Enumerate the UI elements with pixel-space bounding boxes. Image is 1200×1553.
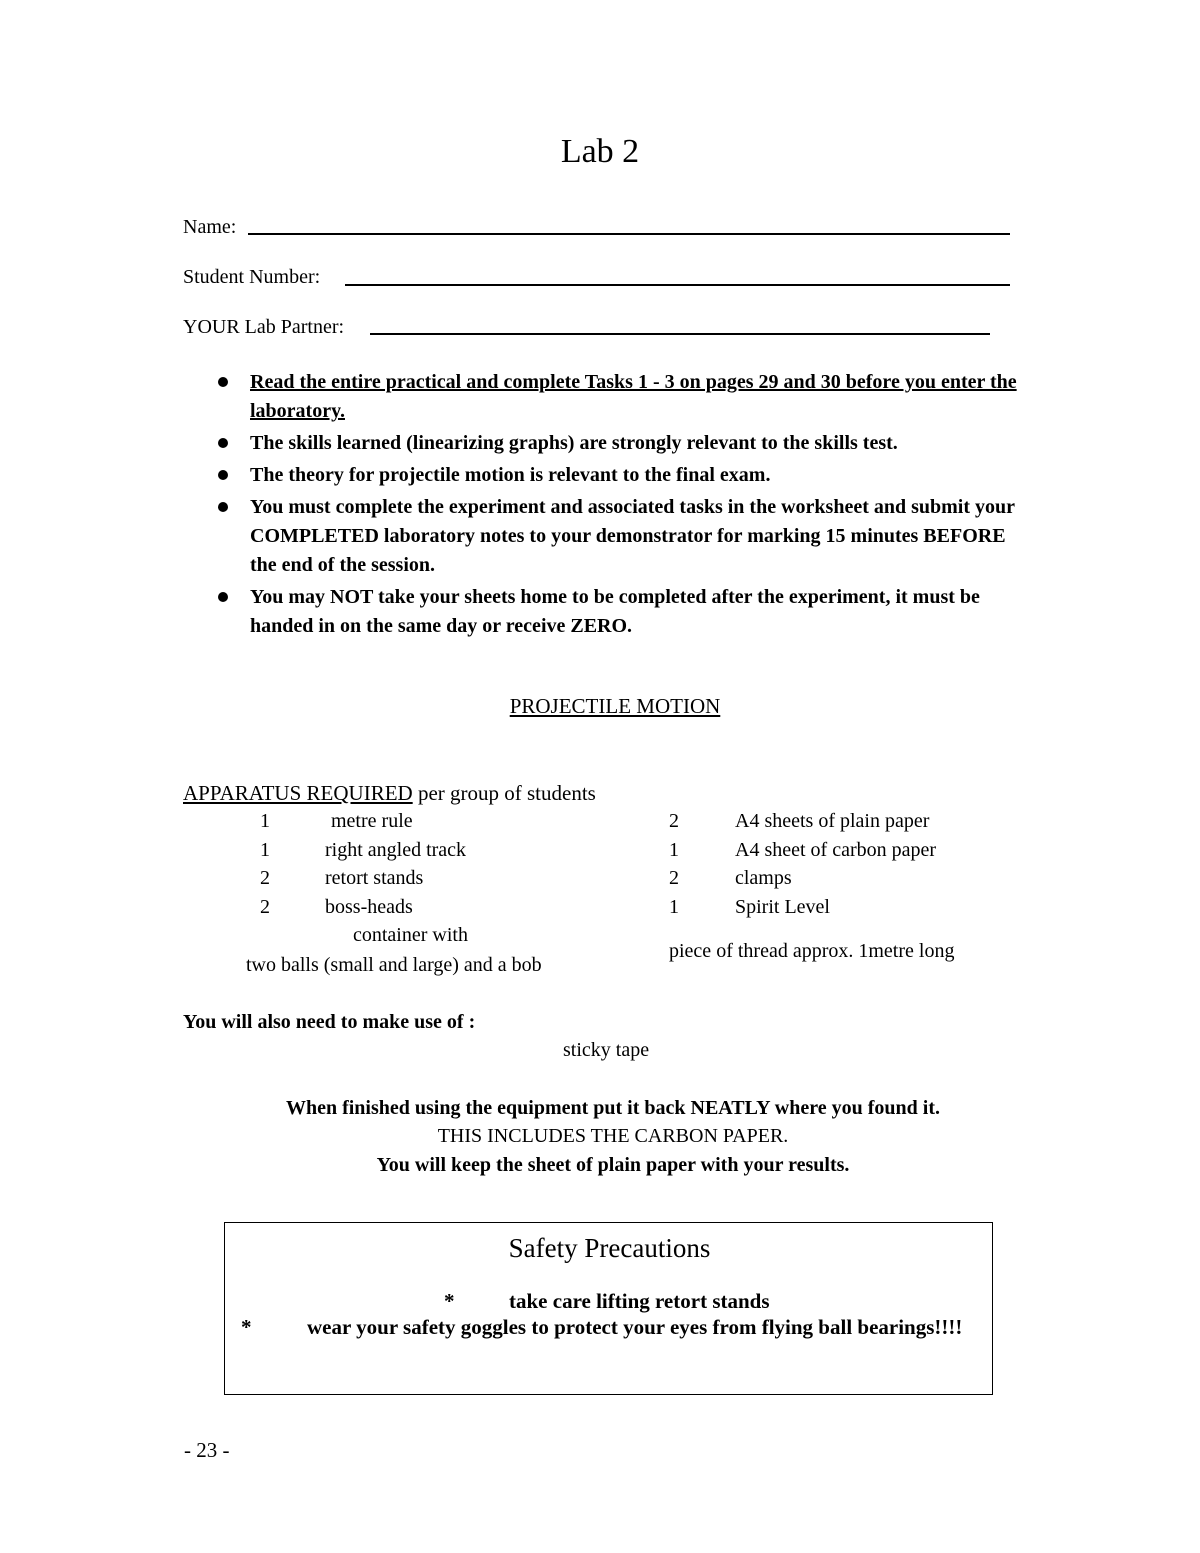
bullet-icon — [218, 377, 228, 387]
bullet-icon — [218, 502, 228, 512]
section-heading: PROJECTILE MOTION — [509, 694, 721, 718]
apparatus-qty: 2 — [260, 867, 270, 889]
bullet-icon — [218, 592, 228, 602]
apparatus-row — [0, 867, 1100, 893]
list-item — [210, 461, 1020, 490]
apparatus-item: A4 sheets of plain paper — [735, 810, 930, 832]
apparatus-item: clamps — [735, 867, 792, 889]
apparatus-row — [0, 839, 1100, 865]
list-item — [210, 493, 1020, 580]
apparatus-extra: piece of thread approx. 1metre long — [669, 940, 955, 962]
list-item — [210, 429, 1020, 458]
apparatus-qty: 1 — [260, 810, 270, 832]
apparatus-qty: 2 — [669, 810, 679, 832]
lab-partner-label: YOUR Lab Partner: — [183, 316, 345, 338]
apparatus-item: retort stands — [325, 867, 424, 889]
list-item — [210, 583, 1020, 641]
apparatus-qty: 1 — [669, 839, 679, 861]
bullet-text: You must complete the experiment and associated tasks in the worksheet and submit your COMPLETED laboratory notes to your demonstrator for marking 15 minutes BEFORE the end of the session. — [250, 496, 1015, 576]
apparatus-item: boss-heads — [325, 896, 413, 918]
also-need-label: You will also need to make use of : — [183, 1011, 476, 1033]
bullet-text: Read the entire practical and complete Tasks 1 - 3 on pages 29 and 30 before you enter the laboratory. — [250, 371, 1017, 422]
page-number: - 23 - — [184, 1438, 230, 1462]
apparatus-row — [0, 896, 1100, 922]
apparatus-item: Spirit Level — [735, 896, 830, 918]
bullet-icon — [218, 470, 228, 480]
safety-item: take care lifting retort stands — [509, 1289, 770, 1313]
bullet-text: The skills learned (linearizing graphs) are strongly relevant to the skills test. — [250, 432, 898, 454]
finish-note: When finished using the equipment put it back NEATLY where you found it. — [285, 1097, 941, 1119]
apparatus-qty: 1 — [260, 839, 270, 861]
apparatus-item: A4 sheet of carbon paper — [735, 839, 937, 861]
name-label: Name: — [183, 216, 237, 238]
apparatus-row — [0, 810, 1100, 836]
apparatus-qty: 2 — [669, 867, 679, 889]
apparatus-item: right angled track — [325, 839, 467, 861]
apparatus-qty: 1 — [669, 896, 679, 918]
apparatus-item: metre rule — [331, 810, 413, 832]
lab-partner-field-line[interactable] — [370, 333, 990, 335]
name-field-line[interactable] — [248, 233, 1010, 235]
safety-marker: * — [444, 1289, 455, 1313]
bullet-icon — [218, 438, 228, 448]
apparatus-heading-label: APPARATUS REQUIRED — [183, 781, 413, 805]
finish-note: You will keep the sheet of plain paper with your results. — [376, 1154, 850, 1176]
list-item — [210, 368, 1020, 426]
safety-marker: * — [241, 1315, 252, 1339]
safety-item: wear your safety goggles to protect your eyes from flying ball bearings!!!! — [307, 1315, 963, 1339]
student-number-field-line[interactable] — [345, 284, 1010, 286]
apparatus-qty: 2 — [260, 896, 270, 918]
also-need-item: sticky tape — [563, 1039, 650, 1061]
instructions-list — [210, 368, 1020, 644]
apparatus-extra: container with — [353, 924, 468, 946]
apparatus-heading-suffix: per group of students — [412, 781, 596, 805]
student-number-label: Student Number: — [183, 266, 321, 288]
bullet-text: You may NOT take your sheets home to be completed after the experiment, it must be handed in on the same day or receive ZERO. — [250, 586, 980, 637]
page-title: Lab 2 — [560, 133, 640, 170]
apparatus-extra: two balls (small and large) and a bob — [246, 954, 542, 976]
finish-note: THIS INCLUDES THE CARBON PAPER. — [437, 1125, 789, 1147]
safety-box — [224, 1222, 993, 1395]
apparatus-heading — [183, 781, 596, 806]
safety-title: Safety Precautions — [508, 1233, 711, 1263]
bullet-text: The theory for projectile motion is relevant to the final exam. — [250, 464, 771, 486]
